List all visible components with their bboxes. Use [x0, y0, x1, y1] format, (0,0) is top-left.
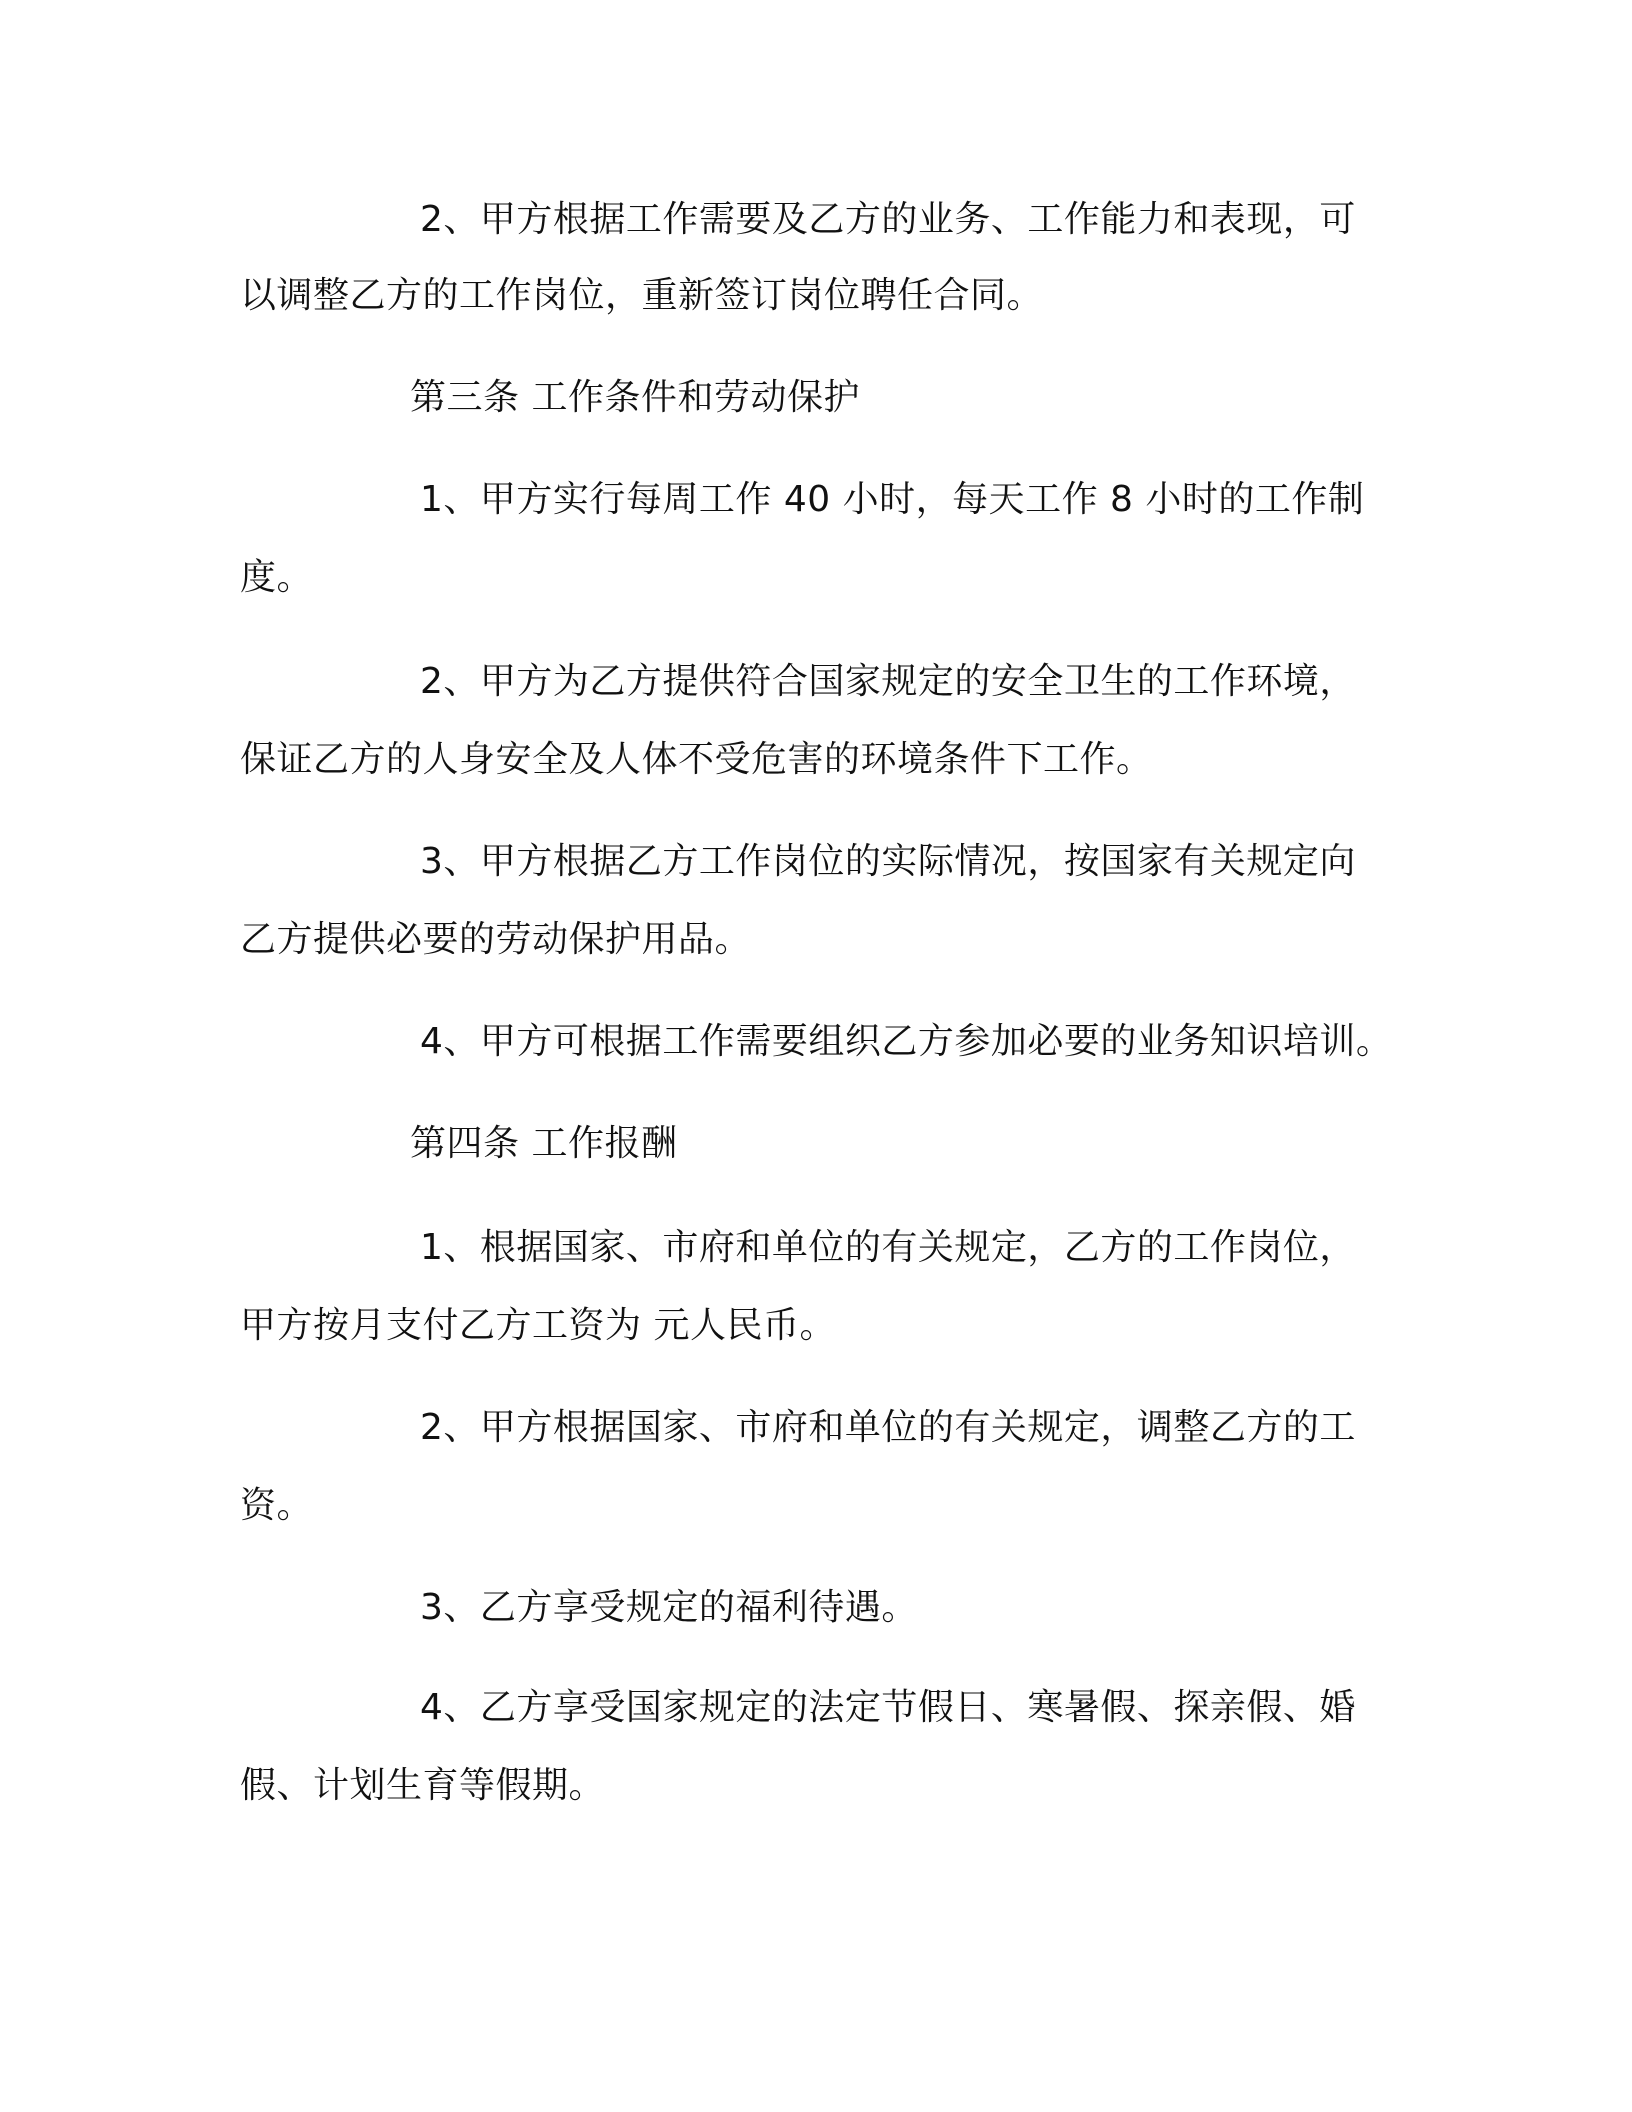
paragraph-line: 2、甲方为乙方提供符合国家规定的安全卫生的工作环境， [420, 661, 1356, 702]
paragraph-line: 4、乙方享受国家规定的法定节假日、寒暑假、探亲假、婚 [420, 1687, 1356, 1728]
paragraph-line: 甲方按月支付乙方工资为 元人民币。 [240, 1305, 836, 1346]
paragraph-line: 度。 [240, 557, 314, 598]
paragraph-line: 1、甲方实行每周工作 40 小时，每天工作 8 小时的工作制 [420, 479, 1365, 520]
paragraph-line: 资。 [240, 1485, 314, 1526]
paragraph-line: 假、计划生育等假期。 [240, 1765, 606, 1806]
paragraph-line: 2、甲方根据国家、市府和单位的有关规定，调整乙方的工 [420, 1407, 1356, 1448]
paragraph-line: 3、甲方根据乙方工作岗位的实际情况，按国家有关规定向 [420, 841, 1356, 882]
paragraph-line: 3、乙方享受规定的福利待遇。 [420, 1587, 918, 1628]
paragraph-line: 乙方提供必要的劳动保护用品。 [240, 919, 752, 960]
paragraph-line: 2、甲方根据工作需要及乙方的业务、工作能力和表现，可 [420, 199, 1356, 240]
section-heading: 第四条 工作报酬 [410, 1123, 678, 1164]
paragraph-line: 1、根据国家、市府和单位的有关规定，乙方的工作岗位， [420, 1227, 1356, 1268]
paragraph-line: 以调整乙方的工作岗位，重新签订岗位聘任合同。 [240, 275, 1044, 316]
paragraph-line: 保证乙方的人身安全及人体不受危害的环境条件下工作。 [240, 739, 1153, 780]
paragraph-line: 4、甲方可根据工作需要组织乙方参加必要的业务知识培训。 [420, 1021, 1393, 1062]
section-heading: 第三条 工作条件和劳动保护 [410, 377, 860, 418]
